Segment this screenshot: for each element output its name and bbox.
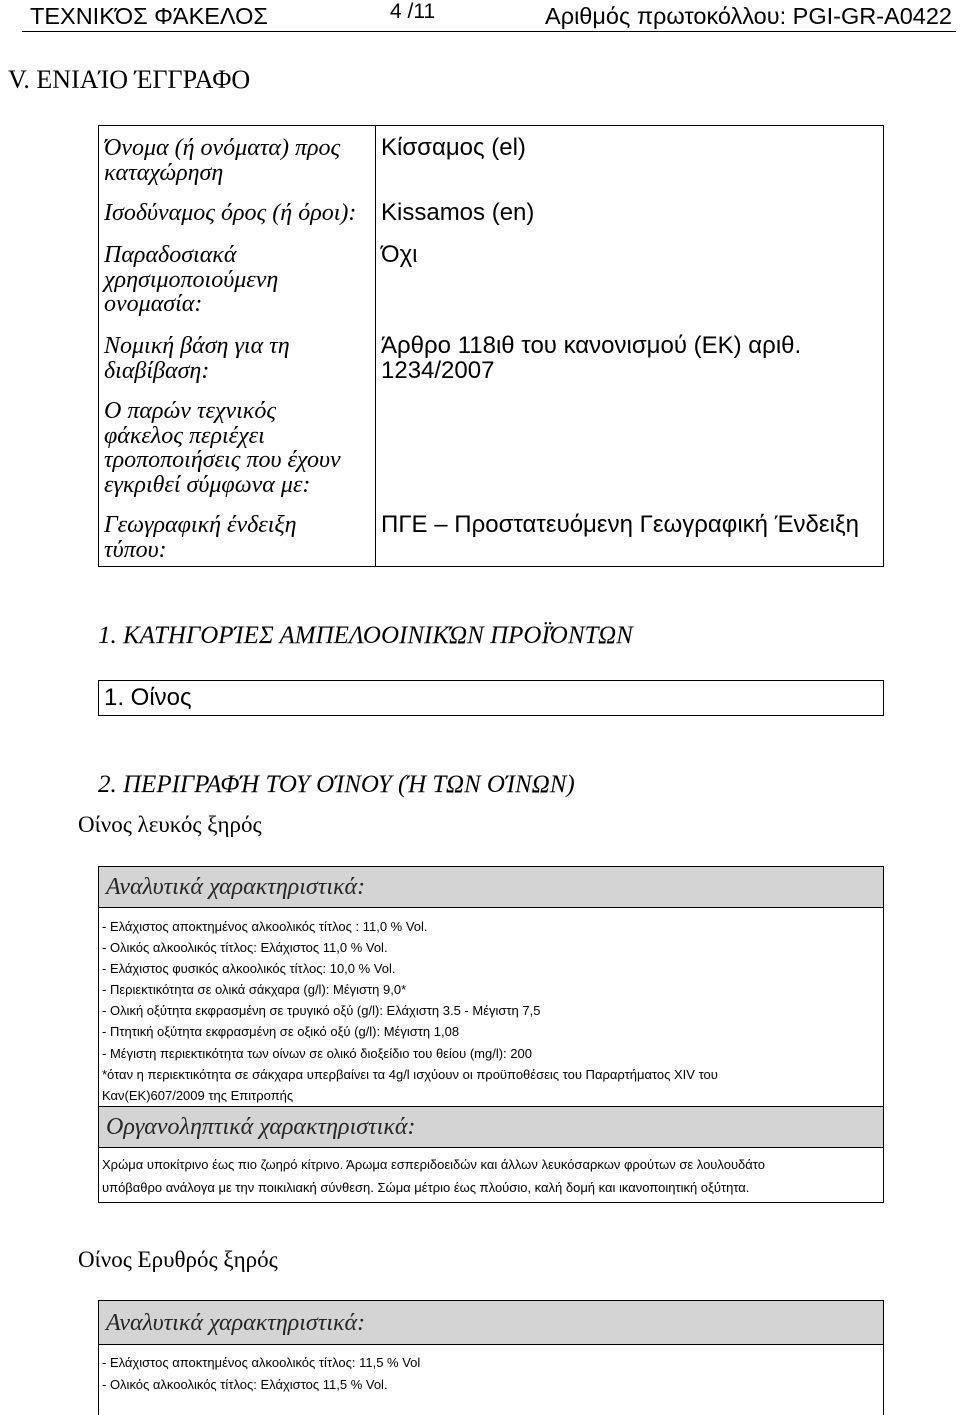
label-line: τύπου:	[104, 536, 167, 563]
protocol-number: Αριθμός πρωτοκόλλου: PGI-GR-A0422	[545, 3, 952, 29]
list-item: - Ελάχιστος αποκτημένος αλκοολικός τίτλος: 11,5 % Vol	[102, 1355, 421, 1370]
categories-title: 1. ΚΑΤΗΓΟΡΊΕΣ ΑΜΠΕΛΟΟΙΝΙΚΏΝ ΠΡΟΪΌΝΤΩΝ	[98, 622, 633, 649]
list-item: - Πτητική οξύτητα εκφρασμένη σε οξικό οξύ (g/l): Μέγιστη 1,08	[102, 1024, 460, 1040]
single-document-title: V. ΕΝΙΑΊΟ ΈΓΓΡΑΦΟ	[8, 65, 251, 94]
row-value	[376, 326, 883, 391]
row-value	[376, 501, 883, 568]
row-value	[376, 233, 883, 326]
label-line: Νομική βάση για τη	[104, 333, 290, 359]
analytical-heading: Αναλυτικά χαρακτηριστικά:	[99, 867, 883, 908]
organoleptic-heading: Οργανοληπτικά χαρακτηριστικά:	[99, 1106, 883, 1148]
row-value	[376, 126, 883, 191]
wine-name-red: Οίνος Ερυθρός ξηρός	[78, 1247, 278, 1272]
label-line: διαβίβαση:	[104, 357, 210, 384]
list-item: - Ολικός αλκοολικός τίτλος: Ελάχιστος 11,5 % Vol.	[102, 1376, 388, 1392]
footnote-line: Καν(ΕΚ)607/2009 της Επιτροπής	[102, 1087, 294, 1103]
label-line: καταχώρηση	[104, 159, 224, 186]
value-line: Kissamos (en)	[381, 199, 535, 226]
row-label	[99, 233, 375, 326]
wine-name-white: Οίνος λευκός ξηρός	[78, 812, 262, 837]
document-title: ΤΕΧΝΙΚΌΣ ΦΆΚΕΛΟΣ	[30, 3, 268, 29]
row-label	[99, 501, 375, 568]
label-line: χρησιμοποιούμενη	[104, 266, 279, 293]
row-label	[99, 191, 375, 233]
label-line: Παραδοσιακά	[104, 242, 237, 268]
value-line: Άρθρο 118ιθ του κανονισμού (ΕΚ) αριθ.	[381, 332, 802, 359]
list-item: - Ολικός αλκοολικός τίτλος: Ελάχιστος 11,0 % Vol.	[102, 940, 388, 956]
label-line: ονομασία:	[104, 291, 203, 317]
row-label	[99, 126, 375, 191]
list-item: - Ελάχιστος αποκτημένος αλκοολικός τίτλος : 11,0 % Vol.	[102, 919, 428, 934]
list-item: - Ελάχιστος φυσικός αλκοολικός τίτλος: 10,0 % Vol.	[102, 961, 396, 977]
analytical-heading: Αναλυτικά χαρακτηριστικά:	[99, 1301, 883, 1345]
footnote-line: *όταν η περιεκτικότητα σε σάκχαρα υπερβαίνει τα 4g/l ισχύουν οι προϋποθέσεις του Παραρτήματος XIV του	[102, 1066, 718, 1082]
value-line: Όχι	[381, 241, 418, 268]
label-line: εγκριθεί σύμφωνα με:	[104, 471, 311, 498]
table-row-name	[99, 126, 883, 191]
label-line: Ο παρών τεχνικός	[104, 398, 277, 424]
registration-table	[98, 125, 884, 567]
table-row-equivalent-term	[99, 191, 883, 233]
value-line: ΠΓΕ – Προστατευόμενη Γεωγραφική Ένδειξη	[381, 511, 859, 538]
description-title: 2. ΠΕΡΙΓΡΑΦΉ ΤΟΥ ΟΊΝΟΥ (Ή ΤΩΝ ΟΊΝΩΝ)	[98, 771, 575, 798]
white-wine-characteristics	[98, 866, 884, 1203]
value-line: 1234/2007	[381, 356, 495, 384]
list-item: - Μέγιστη περιεκτικότητα των οίνων σε ολικό διοξείδιο του θείου (mg/l): 200	[102, 1045, 532, 1061]
label-line: Ισοδύναμος όρος (ή όροι):	[104, 200, 357, 226]
analytical-list	[99, 1345, 883, 1395]
table-row-traditional-name	[99, 233, 883, 326]
table-row-amendments	[99, 391, 883, 501]
page-header	[22, 0, 956, 32]
text-line: υπόβαθρο ανάλογα με την ποικιλιακή σύνθεση. Σώμα μέτριο έως πλούσιο, καλή δομή και ικανοποιητική οξύτητα.	[102, 1180, 750, 1195]
label-line: Γεωγραφική ένδειξη	[104, 512, 297, 538]
table-row-indication-type	[99, 501, 883, 568]
page-number: 4 /11	[390, 0, 436, 23]
analytical-list	[99, 908, 883, 1106]
label-line: φάκελος περιέχει	[104, 422, 265, 449]
list-item: - Ολική οξύτητα εκφρασμένη σε τρυγικό οξύ (g/l): Ελάχιστη 3.5 - Μέγιστη 7,5	[102, 1003, 541, 1019]
text-line: Χρώμα υποκίτρινο έως πιο ζωηρό κίτρινο. Άρωμα εσπεριδοειδών και άλλων λευκόσαρκων φρούτων σε λουλουδάτο	[102, 1157, 765, 1172]
value-line: Κίσσαμος (el)	[381, 134, 526, 161]
row-value-empty	[376, 391, 883, 501]
label-line: τροποποιήσεις που έχουν	[104, 447, 341, 473]
list-item: - Περιεκτικότητα σε ολικά σάκχαρα (g/l): Μέγιστη 9,0*	[102, 982, 407, 998]
row-label	[99, 391, 375, 501]
category-item: 1. Οίνος	[98, 680, 884, 716]
label-line: Όνομα (ή ονόματα) προς	[104, 135, 341, 161]
red-wine-characteristics	[98, 1300, 884, 1415]
table-row-legal-basis	[99, 326, 883, 391]
organoleptic-text	[99, 1148, 883, 1202]
row-label	[99, 326, 375, 391]
row-value	[376, 191, 883, 233]
